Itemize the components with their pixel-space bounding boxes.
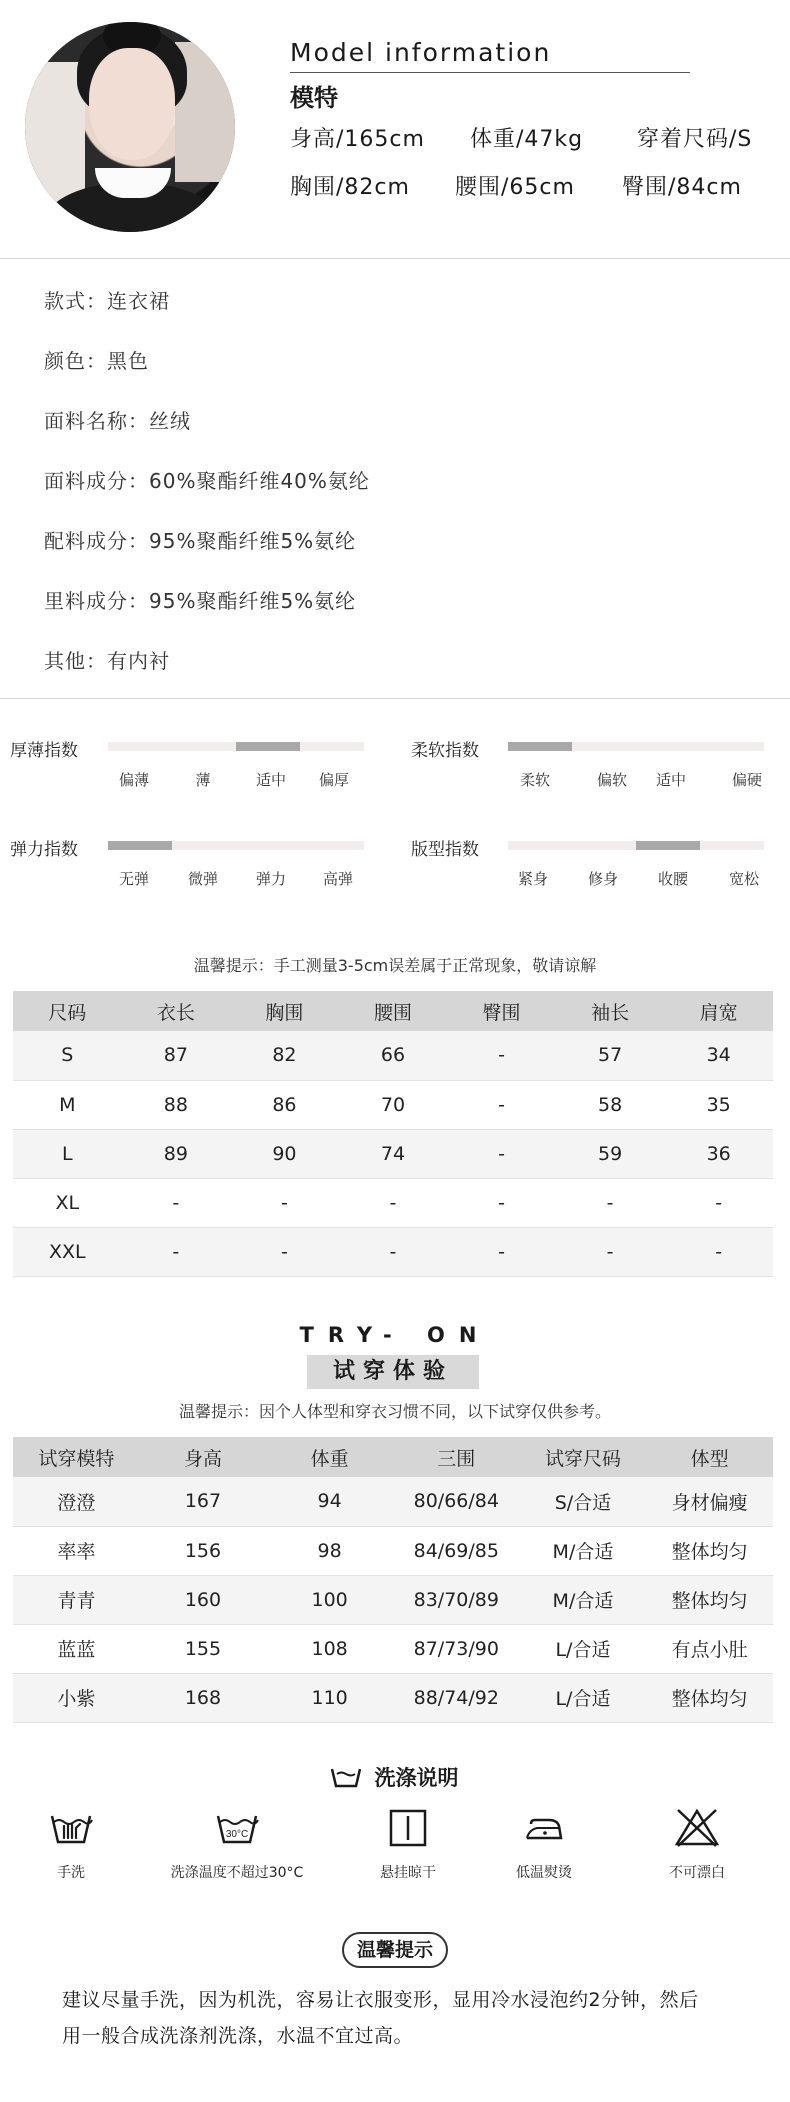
index-option: 微弹 [187, 870, 219, 888]
table-cell: 59 [556, 1129, 665, 1178]
table-cell: 有点小肚 [646, 1624, 773, 1673]
table-cell: 87 [122, 1031, 231, 1080]
index-option: 宽松 [728, 870, 760, 888]
table-cell: 蓝蓝 [13, 1624, 140, 1673]
tips-line: 用一般合成洗涤剂洗涤，水温不宜过高。 [62, 2025, 414, 2047]
table-header-row [13, 1437, 773, 1477]
table-cell: XL [13, 1178, 122, 1227]
low-iron-icon [521, 1808, 567, 1848]
wash-temp-label: 30°C [225, 1829, 249, 1840]
table-row [13, 1227, 773, 1276]
care-label: 手洗 [57, 1865, 85, 1881]
table-cell: - [556, 1178, 665, 1227]
table-cell: 98 [266, 1526, 393, 1575]
table-cell: 167 [140, 1477, 267, 1526]
index-option: 无弹 [118, 870, 150, 888]
table-cell: - [122, 1178, 231, 1227]
table-row [13, 1031, 773, 1080]
size-table [13, 991, 773, 1277]
table-header-cell: 体重 [266, 1437, 393, 1477]
table-cell: 94 [266, 1477, 393, 1526]
care-label: 低温熨烫 [516, 1865, 572, 1881]
model-hip: 臀围/84cm [622, 175, 742, 200]
care-label: 洗涤温度不超过30°C [170, 1865, 304, 1881]
index-option: 偏硬 [731, 771, 763, 789]
index-option: 偏薄 [118, 771, 150, 789]
table-cell: 83/70/89 [393, 1575, 520, 1624]
table-row [13, 1526, 773, 1575]
table-cell: 整体均匀 [646, 1526, 773, 1575]
table-cell: 155 [140, 1624, 267, 1673]
table-cell: 82 [230, 1031, 339, 1080]
care-item-hang-dry [333, 1808, 483, 1882]
index-track-elasticity [108, 841, 364, 850]
model-avatar [25, 22, 235, 232]
index-option: 偏厚 [318, 771, 350, 789]
index-label-thickness: 厚薄指数 [10, 741, 78, 761]
table-cell: M/合适 [520, 1526, 647, 1575]
care-header [0, 1762, 790, 1796]
table-header-row [13, 991, 773, 1031]
model-size: 穿着尺码/S [637, 127, 753, 152]
table-header-cell: 三围 [393, 1437, 520, 1477]
table-cell: - [447, 1031, 556, 1080]
index-track-softness [508, 742, 764, 751]
table-cell: 36 [664, 1129, 773, 1178]
index-option: 适中 [255, 771, 287, 789]
table-row [13, 1129, 773, 1178]
index-label-fit: 版型指数 [411, 840, 479, 860]
spec-lining-composition: 里料成分：95%聚酯纤维5%氨纶 [44, 589, 357, 613]
model-bust: 胸围/82cm [290, 175, 410, 200]
table-cell: L [13, 1129, 122, 1178]
tips-title: 温馨提示 [342, 1932, 448, 1968]
table-cell: 110 [266, 1673, 393, 1722]
table-cell: M [13, 1080, 122, 1129]
table-cell: 89 [122, 1129, 231, 1178]
table-cell: 108 [266, 1624, 393, 1673]
index-track-fit [508, 841, 764, 850]
table-row [13, 1624, 773, 1673]
model-height: 身高/165cm [290, 127, 425, 152]
spec-accessory-composition: 配料成分：95%聚酯纤维5%氨纶 [44, 529, 357, 553]
index-option: 紧身 [517, 870, 549, 888]
index-fill-elasticity [108, 841, 172, 850]
tryon-subtitle: 试穿体验 [307, 1355, 479, 1389]
tips-text [62, 1982, 742, 2054]
table-cell: - [230, 1227, 339, 1276]
title-rule [290, 72, 690, 73]
index-option: 柔软 [519, 771, 551, 789]
care-label: 悬挂晾干 [380, 1865, 436, 1881]
table-cell: 87/73/90 [393, 1624, 520, 1673]
table-cell: 57 [556, 1031, 665, 1080]
index-option: 弹力 [255, 870, 287, 888]
index-option: 偏软 [596, 771, 628, 789]
index-fill-fit [636, 841, 700, 850]
table-cell: L/合适 [520, 1673, 647, 1722]
spec-color: 颜色：黑色 [44, 349, 149, 373]
table-cell: 88 [122, 1080, 231, 1129]
table-header-cell: 袖长 [556, 991, 665, 1031]
model-waist: 腰围/65cm [455, 175, 575, 200]
table-cell: 86 [230, 1080, 339, 1129]
table-header-cell: 胸围 [230, 991, 339, 1031]
table-cell: - [447, 1178, 556, 1227]
tips-line: 建议尽量手洗，因为机洗，容易让衣服变形，显用冷水浸泡约2分钟，然后 [62, 1989, 699, 2011]
table-cell: 青青 [13, 1575, 140, 1624]
table-row [13, 1178, 773, 1227]
tryon-table [13, 1437, 773, 1723]
table-cell: 160 [140, 1575, 267, 1624]
model-weight: 体重/47kg [470, 127, 584, 152]
table-cell: L/合适 [520, 1624, 647, 1673]
tryon-notice: 温馨提示：因个人体型和穿衣习惯不同，以下试穿仅供参考。 [178, 1402, 611, 1421]
section-divider [0, 698, 790, 699]
index-option: 高弹 [322, 870, 354, 888]
table-cell: 74 [339, 1129, 448, 1178]
index-track-thickness [108, 742, 364, 751]
model-info-header [0, 0, 790, 258]
care-item-hand-wash [0, 1808, 146, 1882]
index-option: 收腰 [657, 870, 689, 888]
table-row [13, 1673, 773, 1722]
table-header-cell: 腰围 [339, 991, 448, 1031]
table-header-cell: 臀围 [447, 991, 556, 1031]
care-title: 洗涤说明 [374, 1766, 459, 1790]
table-cell: 84/69/85 [393, 1526, 520, 1575]
section-divider [0, 258, 790, 259]
wash-basin-icon [331, 1766, 361, 1788]
table-cell: 70 [339, 1080, 448, 1129]
table-cell: S/合适 [520, 1477, 647, 1526]
hand-wash-icon [48, 1808, 94, 1848]
table-row [13, 1575, 773, 1624]
table-cell: 58 [556, 1080, 665, 1129]
no-bleach-icon [674, 1808, 720, 1848]
index-label-elasticity: 弹力指数 [10, 840, 78, 860]
table-cell: - [339, 1227, 448, 1276]
spec-style: 款式：连衣裙 [44, 289, 170, 313]
table-cell: - [447, 1227, 556, 1276]
index-label-softness: 柔软指数 [411, 741, 479, 761]
model-info-title: Model information [290, 38, 552, 67]
index-fill-softness [508, 742, 572, 751]
table-cell: S [13, 1031, 122, 1080]
table-cell: 整体均匀 [646, 1575, 773, 1624]
care-item-low-iron [469, 1808, 619, 1882]
table-cell: 100 [266, 1575, 393, 1624]
table-cell: 澄澄 [13, 1477, 140, 1526]
tryon-title: TRY- ON [299, 1323, 491, 1347]
table-cell: - [230, 1178, 339, 1227]
table-cell: 小紫 [13, 1673, 140, 1722]
table-cell: - [556, 1227, 665, 1276]
table-cell: XXL [13, 1227, 122, 1276]
model-subtitle: 模特 [290, 84, 338, 112]
table-cell: - [664, 1178, 773, 1227]
table-cell: - [664, 1227, 773, 1276]
wash-30-icon [214, 1808, 260, 1848]
table-cell: - [447, 1080, 556, 1129]
table-cell: 身材偏瘦 [646, 1477, 773, 1526]
table-cell: 66 [339, 1031, 448, 1080]
table-header-cell: 体型 [646, 1437, 773, 1477]
table-cell: 34 [664, 1031, 773, 1080]
table-header-cell: 身高 [140, 1437, 267, 1477]
index-option: 薄 [195, 771, 211, 789]
table-header-cell: 试穿模特 [13, 1437, 140, 1477]
spec-other: 其他：有内衬 [44, 649, 170, 673]
spec-fabric-name: 面料名称：丝绒 [44, 409, 191, 433]
table-header-cell: 衣长 [122, 991, 231, 1031]
table-cell: 率率 [13, 1526, 140, 1575]
table-header-cell: 肩宽 [664, 991, 773, 1031]
table-cell: - [339, 1178, 448, 1227]
table-header-cell: 尺码 [13, 991, 122, 1031]
table-cell: - [447, 1129, 556, 1178]
care-item-no-bleach [622, 1808, 772, 1882]
index-fill-thickness [236, 742, 300, 751]
hang-dry-icon [388, 1808, 428, 1848]
index-option: 修身 [587, 870, 619, 888]
table-cell: 90 [230, 1129, 339, 1178]
table-cell: - [122, 1227, 231, 1276]
spec-fabric-composition: 面料成分：60%聚酯纤维40%氨纶 [44, 469, 370, 493]
size-table-notice: 温馨提示：手工测量3-5cm误差属于正常现象，敬请谅解 [193, 956, 597, 975]
index-option: 适中 [655, 771, 687, 789]
care-label: 不可漂白 [669, 1865, 725, 1881]
table-cell: 88/74/92 [393, 1673, 520, 1722]
table-cell: 156 [140, 1526, 267, 1575]
table-header-cell: 试穿尺码 [520, 1437, 647, 1477]
table-cell: M/合适 [520, 1575, 647, 1624]
table-cell: 168 [140, 1673, 267, 1722]
table-cell: 80/66/84 [393, 1477, 520, 1526]
table-cell: 35 [664, 1080, 773, 1129]
table-cell: 整体均匀 [646, 1673, 773, 1722]
table-row [13, 1080, 773, 1129]
table-row [13, 1477, 773, 1526]
care-item-wash-30 [162, 1808, 312, 1882]
